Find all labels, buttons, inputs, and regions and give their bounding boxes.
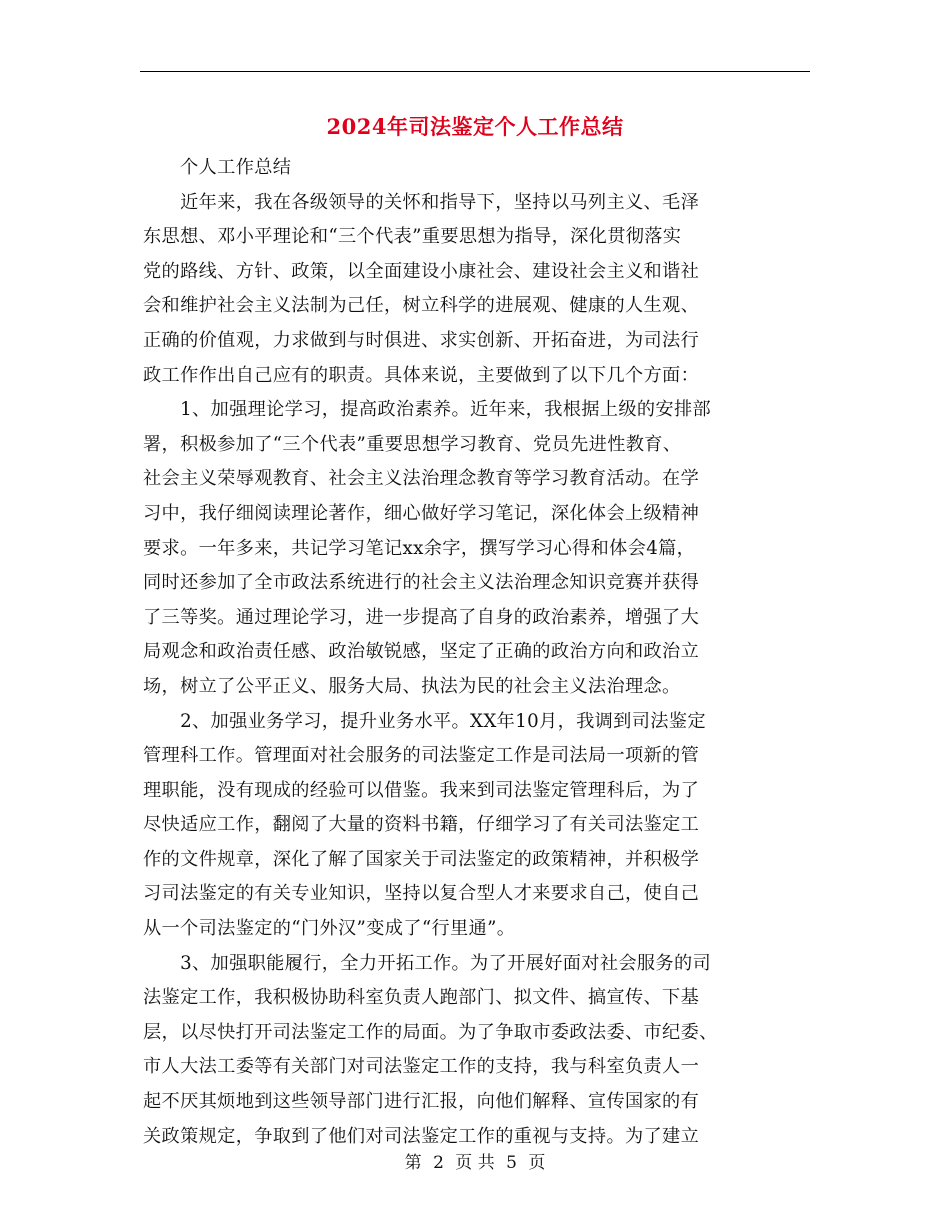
body-line: 正确的价值观，力求做到与时俱进、求实创新、开拓奋进，为司法行 (143, 329, 700, 351)
page-number-middle: 页 共 (455, 1153, 495, 1173)
total-page-count: 5 (506, 1153, 517, 1173)
body-line: 局观念和政治责任感、政治敏锐感，坚定了正确的政治方向和政治立 (143, 641, 700, 663)
body-line: 市人大法工委等有关部门对司法鉴定工作的支持，我与科室负责人一 (143, 1056, 700, 1078)
page-number-prefix: 第 (404, 1153, 422, 1173)
header-rule (140, 71, 810, 72)
body-line: 政工作作出自己应有的职责。具体来说，主要做到了以下几个方面： (143, 364, 700, 386)
body-line: 法鉴定工作，我积极协助科室负责人跑部门、拟文件、搞宣传、下基 (143, 987, 700, 1009)
body-line: 同时还参加了全市政法系统进行的社会主义法治理念知识竞赛并获得 (143, 572, 700, 594)
body-line: 会和维护社会主义法制为己任，树立科学的进展观、健康的人生观、 (143, 295, 700, 317)
page-number-suffix: 页 (528, 1153, 546, 1173)
document-title: 2024年司法鉴定个人工作总结 (326, 114, 624, 139)
body-line: 东思想、邓小平理论和“三个代表”重要思想为指导，深化贯彻落实 (143, 226, 682, 248)
body-line: 3、加强职能履行，全力开拓工作。为了开展好面对社会服务的司 (143, 952, 712, 974)
body-line: 党的路线、方针、政策，以全面建设小康社会、建设社会主义和谐社 (143, 260, 700, 282)
body-line: 习司法鉴定的有关专业知识，坚持以复合型人才来要求自己，使自己 (143, 883, 700, 905)
body-line: 2、加强业务学习，提升业务水平。XX年10月，我调到司法鉴定 (143, 710, 706, 732)
body-line: 起不厌其烦地到这些领导部门进行汇报，向他们解释、宣传国家的有 (143, 1091, 700, 1113)
body-line: 社会主义荣辱观教育、社会主义法治理念教育等学习教育活动。在学 (143, 468, 700, 490)
page-footer (0, 1150, 950, 1176)
body-line: 1、加强理论学习，提高政治素养。近年来，我根据上级的安排部 (143, 399, 712, 421)
document-body (143, 151, 813, 1154)
body-line: 管理科工作。管理面对社会服务的司法鉴定工作是司法局一项新的管 (143, 745, 700, 767)
body-line: 尽快适应工作，翻阅了大量的资料书籍，仔细学习了有关司法鉴定工 (143, 814, 700, 836)
body-line: 个人工作总结 (143, 157, 292, 178)
body-line: 了三等奖。通过理论学习，进一步提高了自身的政治素养，增强了大 (143, 606, 700, 628)
body-line: 从一个司法鉴定的“门外汉”变成了“行里通”。 (143, 918, 516, 940)
body-line: 近年来，我在各级领导的关怀和指导下，坚持以马列主义、毛泽 (143, 191, 700, 213)
body-line: 署，积极参加了“三个代表”重要思想学习教育、党员先进性教育、 (143, 433, 682, 455)
body-line: 场，树立了公平正义、服务大局、执法为民的社会主义法治理念。 (143, 675, 681, 697)
current-page-number: 2 (433, 1153, 444, 1173)
body-line: 作的文件规章，深化了解了国家关于司法鉴定的政策精神，并积极学 (143, 848, 700, 870)
body-line: 关政策规定，争取到了他们对司法鉴定工作的重视与支持。为了建立 (143, 1125, 700, 1147)
body-line: 理职能，没有现成的经验可以借鉴。我来到司法鉴定管理科后，为了 (143, 779, 700, 801)
body-line: 要求。一年多来，共记学习笔记xx余字，撰写学习心得和体会4篇， (143, 537, 696, 559)
body-line: 层，以尽快打开司法鉴定工作的局面。为了争取市委政法委、市纪委、 (143, 1021, 718, 1043)
body-line: 习中，我仔细阅读理论著作，细心做好学习笔记，深化体会上级精神 (143, 502, 700, 524)
